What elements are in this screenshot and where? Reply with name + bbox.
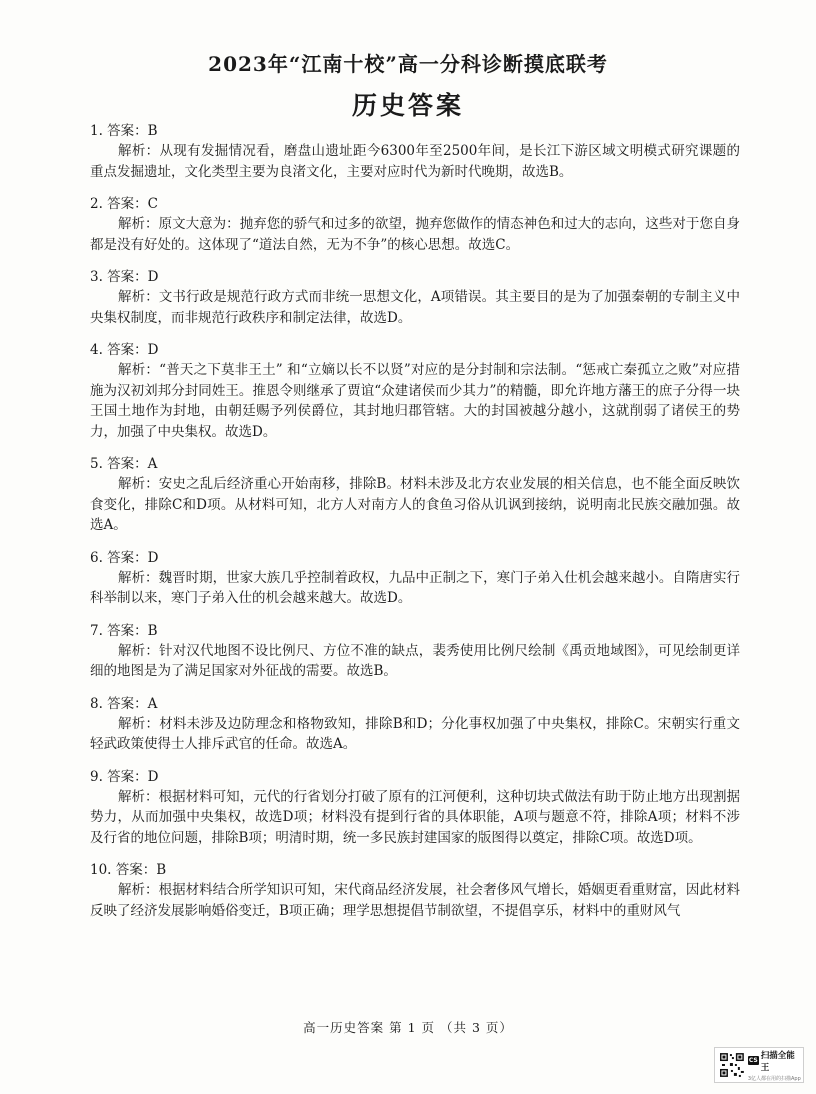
badge-subtitle: 3亿人都在用的扫描App bbox=[747, 1075, 801, 1082]
question-analysis: 解析：安史之乱后经济重心开始南移，排除B。材料未涉及北方农业发展的相关信息，也不能全面反映饮食变化，排除C和D项。从材料可知，北方人对南方人的食鱼习俗从讥讽到接纳，说明南北民族交融加强。故选A。 bbox=[90, 476, 740, 533]
question-answer: 10. 答案：B bbox=[90, 862, 167, 878]
question-8 bbox=[90, 695, 740, 755]
scanner-watermark-badge bbox=[714, 1047, 804, 1083]
question-analysis: 解析：“普天之下莫非王土” 和“立嫡以长不以贤”对应的是分封制和宗法制。“惩戒亡秦孤立之败”对应措施为汉初刘邦分封同姓王。推恩令则继承了贾谊“众建诸侯而少其力”的精髓，即允许地方藩王的庶子分得一块王国土地作为封地，由朝廷赐予列侯爵位，其封地归郡管辖。大的封国被越分越小，这就削弱了诸侯王的势力，加强了中央集权。故选D。 bbox=[90, 362, 740, 440]
badge-text bbox=[748, 1049, 803, 1082]
question-answer: 5. 答案：A bbox=[90, 456, 158, 472]
question-analysis: 解析：文书行政是规范行政方式而非统一思想文化，A项错误。其主要目的是为了加强秦朝的专制主义中央集权制度，而非规范行政秩序和制定法律，故选D。 bbox=[90, 289, 740, 326]
question-answer: 9. 答案：D bbox=[90, 768, 159, 785]
question-analysis: 解析：针对汉代地图不设比例尺、方位不准的缺点，裴秀使用比例尺绘制《禹贡地域图》，可见绘制更详细的地图是为了满足国家对外征战的需要。故选B。 bbox=[90, 642, 740, 679]
exam-title: 2023年“江南十校”高一分科诊断摸底联考 bbox=[208, 52, 608, 76]
badge-brand-name: 扫描全能王 bbox=[760, 1050, 795, 1073]
question-answer: 1. 答案：B bbox=[90, 123, 158, 139]
question-analysis: 解析：材料未涉及边防理念和格物致知，排除B和D；分化事权加强了中央集权，排除C。宋朝实行重文轻武政策使得士人排斥武官的任命。故选A。 bbox=[90, 715, 740, 752]
question-answer: 4. 答案：D bbox=[90, 342, 159, 358]
question-answer: 8. 答案：A bbox=[90, 695, 158, 712]
question-9 bbox=[90, 768, 740, 849]
question-3 bbox=[90, 268, 740, 328]
question-5 bbox=[90, 455, 740, 536]
question-answer: 3. 答案：D bbox=[90, 269, 159, 285]
question-answer: 6. 答案：D bbox=[90, 549, 159, 566]
qr-code-icon bbox=[719, 1052, 745, 1078]
question-6 bbox=[90, 549, 740, 609]
question-2 bbox=[90, 195, 740, 255]
camscanner-logo-icon: CS bbox=[748, 1057, 758, 1064]
answers-list bbox=[90, 122, 740, 934]
question-analysis: 解析：根据材料结合所学知识可知，宋代商品经济发展，社会奢侈风气增长，婚姻更看重财富，因此材料反映了经济发展影响婚俗变迁，B项正确；理学思想提倡节制欲望，不提倡享乐，材料中的重财风气 bbox=[90, 882, 740, 919]
question-answer: 2. 答案：C bbox=[90, 196, 159, 212]
question-analysis: 解析：根据材料可知，元代的行省划分打破了原有的江河便利，这种切块式做法有助于防止地方出现割据势力，从而加强中央集权，故选D项；材料没有提到行省的具体职能，A项与题意不符，排除A项；材料不涉及行省的地位问题，排除B项；明清时期，统一多民族封建国家的版图得以奠定，排除C项。故选D项。 bbox=[90, 788, 740, 846]
question-4 bbox=[90, 341, 740, 442]
question-analysis: 解析：魏晋时期，世家大族几乎控制着政权，九品中正制之下，寒门子弟入仕机会越来越小。自隋唐实行科举制以来，寒门子弟入仕的机会越来越大。故选D。 bbox=[90, 569, 740, 606]
badge-brand bbox=[748, 1049, 803, 1073]
question-answer: 7. 答案：B bbox=[90, 622, 158, 639]
question-10 bbox=[90, 861, 740, 921]
question-analysis: 解析：原文大意为：抛弃您的骄气和过多的欲望，抛弃您做作的情态神色和过大的志向，这些对于您自身都是没有好处的。这体现了“道法自然，无为不争”的核心思想。故选C。 bbox=[90, 216, 740, 253]
doc-title: 历史答案 bbox=[351, 91, 464, 120]
question-1 bbox=[90, 122, 740, 182]
question-analysis: 解析：从现有发掘情况看，磨盘山遗址距今6300年至2500年间，是长江下游区域文明模式研究课题的重点发掘遗址，文化类型主要为良渚文化，主要对应时代为新时代晚期，故选B。 bbox=[90, 143, 740, 180]
page-footer: 高一历史答案 第 1 页 （共 3 页） bbox=[303, 1020, 513, 1035]
question-7 bbox=[90, 622, 740, 682]
